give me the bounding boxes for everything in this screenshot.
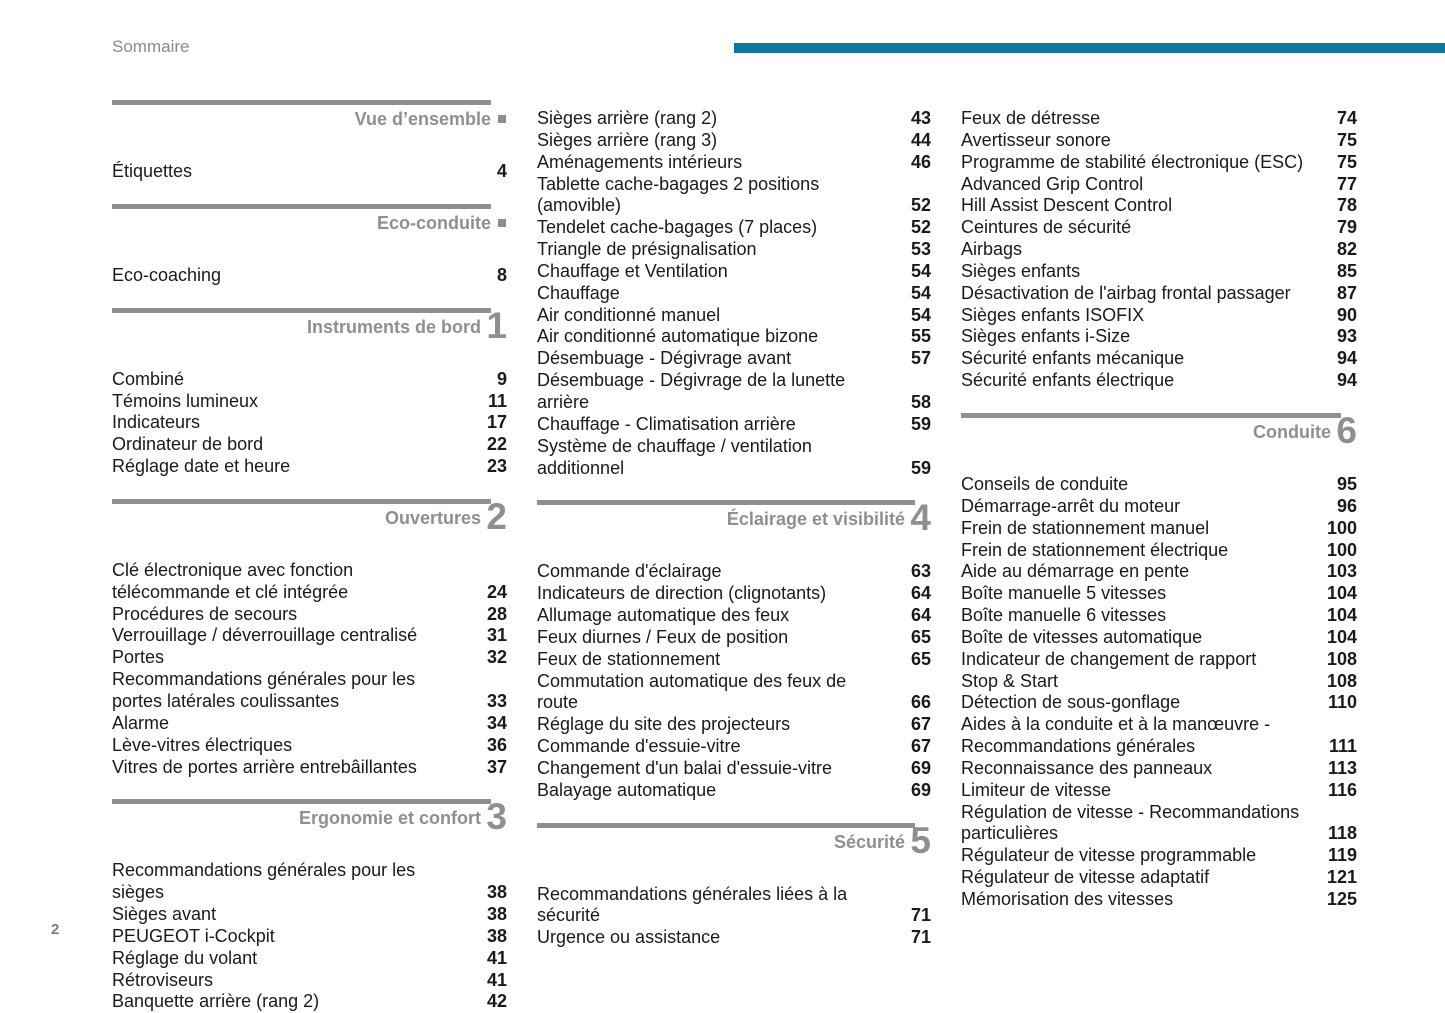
toc-entry[interactable]	[537, 174, 931, 218]
toc-entry[interactable]	[961, 518, 1357, 540]
toc-entry-page: 24	[486, 581, 507, 602]
toc-entry-page: 79	[1336, 217, 1357, 238]
toc-entry[interactable]	[112, 904, 507, 926]
toc-entry-title: Indicateurs de direction (clignotants)	[537, 583, 827, 604]
toc-entry[interactable]	[112, 860, 507, 904]
toc-entry-page: 78	[1336, 195, 1357, 216]
toc-entry-page: 96	[1336, 495, 1357, 516]
toc-entry[interactable]	[112, 412, 507, 434]
toc-entry-page: 77	[1336, 173, 1357, 194]
toc-entry-page: 9	[496, 368, 507, 389]
toc-entry-page: 65	[910, 648, 931, 669]
toc-entry-page: 4	[496, 161, 507, 181]
section-title[interactable]: Éclairage et visibilité	[726, 509, 905, 530]
toc-entry[interactable]	[537, 130, 931, 152]
toc-entry[interactable]	[537, 261, 931, 283]
toc-entry-title: Allumage automatique des feux	[537, 605, 790, 626]
toc-entry[interactable]	[112, 604, 507, 626]
toc-column-2	[537, 108, 931, 949]
toc-entry-page: 58	[910, 391, 931, 412]
toc-entry-title: Système de chauffage / ventilation additionnel	[537, 435, 812, 478]
toc-entry[interactable]	[112, 713, 507, 735]
toc-entry[interactable]	[112, 391, 507, 413]
toc-entry[interactable]	[961, 496, 1357, 518]
toc-entry[interactable]	[537, 780, 931, 802]
toc-entry[interactable]	[537, 927, 931, 949]
toc-entry-title: Régulateur de vitesse programmable	[961, 845, 1257, 866]
toc-entry-title: Vitres de portes arrière entrebâillantes	[112, 756, 417, 777]
toc-entry-title: Réglage date et heure	[112, 456, 291, 477]
toc-entry-page: 33	[486, 690, 507, 711]
toc-entry[interactable]	[112, 647, 507, 669]
toc-entry-title: Recommandations générales pour les portes latérales coulissantes	[112, 669, 416, 711]
toc-entry-title: Limiteur de vitesse	[961, 779, 1112, 800]
toc-entry-title: Désactivation de l'airbag frontal passager	[961, 282, 1291, 303]
toc-entry[interactable]	[112, 991, 507, 1013]
toc-entry[interactable]	[961, 845, 1357, 867]
toc-entry-title: Programme de stabilité électronique (ESC)	[961, 151, 1304, 172]
toc-column-3	[961, 108, 1357, 911]
toc-entry-page: 37	[486, 756, 507, 777]
toc-entry-list	[112, 560, 507, 778]
toc-entry-page: 55	[910, 326, 931, 347]
toc-entry-page: 69	[910, 757, 931, 778]
toc-entry-title: Clé électronique avec fonction télécommande et clé intégrée	[112, 559, 354, 602]
toc-entry-page: 59	[910, 413, 931, 434]
section-header	[537, 497, 931, 561]
toc-entry[interactable]	[112, 369, 507, 391]
toc-entry-page: 23	[486, 456, 507, 477]
toc-entry[interactable]	[112, 926, 507, 948]
toc-entry-title: Portes	[112, 647, 165, 668]
toc-entry[interactable]	[112, 456, 507, 478]
toc-entry-title: Conseils de conduite	[961, 473, 1129, 494]
toc-entry-title: Réglage du volant	[112, 947, 258, 968]
toc-entry-page: 38	[486, 882, 507, 903]
toc-entry-title: Désembuage - Dégivrage avant	[537, 348, 792, 369]
toc-entry[interactable]	[537, 370, 931, 414]
toc-entry[interactable]	[961, 671, 1357, 693]
toc-entry-title: Indicateur de changement de rapport	[961, 648, 1257, 669]
section-number: 5	[910, 819, 931, 861]
toc-entry-title: Verrouillage / déverrouillage centralisé	[112, 625, 418, 646]
toc-entry-list	[112, 860, 507, 1013]
header-accent-bar	[734, 43, 1445, 53]
toc-entry-page: 94	[1336, 348, 1357, 369]
section-number: 3	[486, 796, 507, 838]
toc-entry-page: 31	[486, 625, 507, 646]
toc-entry[interactable]	[961, 108, 1357, 130]
toc-entry[interactable]	[961, 561, 1357, 583]
toc-entry-list	[537, 884, 931, 950]
section-square-icon	[498, 219, 506, 227]
toc-entry-title: Démarrage-arrêt du moteur	[961, 495, 1181, 516]
page-number: 2	[51, 921, 60, 938]
toc-entry-page: 34	[486, 712, 507, 733]
toc-entry[interactable]	[961, 305, 1357, 327]
section-square-icon	[498, 115, 506, 123]
toc-entry-title: Recommandations générales pour les sièges	[112, 860, 416, 903]
toc-entry-title: Sièges enfants	[961, 260, 1081, 281]
toc-entry-page: 116	[1327, 779, 1357, 800]
toc-entry-title: Hill Assist Descent Control	[961, 195, 1173, 216]
toc-entry-page: 108	[1326, 648, 1357, 669]
toc-entry-page: 57	[910, 348, 931, 369]
toc-entry-page: 125	[1326, 889, 1357, 909]
section-title[interactable]: Sécurité	[833, 831, 905, 852]
toc-entry[interactable]	[112, 948, 507, 970]
toc-entry-page: 43	[910, 108, 931, 128]
toc-entry-title: Lève-vitres électriques	[112, 734, 293, 755]
toc-entry[interactable]	[537, 736, 931, 758]
toc-entry-list	[961, 474, 1357, 911]
section-number: 1	[486, 304, 507, 346]
toc-entry-title: Réglage du site des projecteurs	[537, 714, 791, 735]
toc-entry-title: Combiné	[112, 368, 185, 389]
toc-entry-title: Témoins lumineux	[112, 390, 259, 411]
toc-entry[interactable]	[961, 217, 1357, 239]
toc-entry-title: Avertisseur sonore	[961, 129, 1111, 150]
toc-entry[interactable]	[961, 802, 1357, 846]
toc-entry-page: 69	[910, 779, 931, 800]
toc-entry-page: 11	[487, 390, 507, 411]
toc-entry-title: Sièges arrière (rang 2)	[537, 108, 718, 128]
toc-entry[interactable]	[112, 265, 507, 287]
toc-entry[interactable]	[961, 261, 1357, 283]
section-title[interactable]: Ergonomie et confort	[298, 808, 481, 829]
toc-entry-page: 17	[486, 412, 507, 433]
toc-entry-page: 90	[1336, 304, 1357, 325]
toc-entry-title: Sécurité enfants mécanique	[961, 348, 1185, 369]
toc-entry[interactable]	[961, 348, 1357, 370]
toc-entry[interactable]	[537, 305, 931, 327]
toc-entry-title: Indicateurs	[112, 412, 201, 433]
section-header	[537, 819, 931, 884]
toc-entry-title: Changement d'un balai d'essuie-vitre	[537, 757, 833, 778]
section-number: 2	[486, 495, 507, 537]
toc-entry-page: 53	[910, 239, 931, 260]
toc-entry[interactable]	[537, 671, 931, 715]
page-title: Sommaire	[112, 37, 190, 56]
toc-entry[interactable]	[961, 627, 1357, 649]
toc-entry-page: 71	[910, 927, 931, 948]
toc-entry[interactable]	[961, 326, 1357, 348]
toc-entry-title: Régulateur de vitesse adaptatif	[961, 867, 1210, 888]
section-rule	[112, 499, 491, 504]
toc-entry-page: 54	[910, 282, 931, 303]
toc-entry[interactable]	[112, 669, 507, 713]
toc-entry-page: 36	[486, 734, 507, 755]
section-number: 4	[910, 497, 931, 539]
toc-entry-title: Commande d'éclairage	[537, 561, 722, 582]
toc-entry-list	[961, 108, 1357, 392]
toc-entry[interactable]	[537, 326, 931, 348]
toc-entry[interactable]	[537, 583, 931, 605]
toc-entry-page: 100	[1326, 539, 1357, 560]
toc-entry-title: Frein de stationnement manuel	[961, 517, 1210, 538]
toc-entry-page: 121	[1326, 867, 1357, 888]
toc-entry-page: 110	[1327, 692, 1357, 713]
toc-entry[interactable]	[112, 434, 507, 456]
toc-entry-title: Désembuage - Dégivrage de la lunette arrière	[537, 370, 846, 412]
toc-entry-page: 64	[910, 583, 931, 604]
toc-entry[interactable]	[537, 627, 931, 649]
toc-entry-page: 85	[1336, 260, 1357, 281]
toc-entry-title: Chauffage - Climatisation arrière	[537, 413, 796, 434]
toc-entry[interactable]	[961, 283, 1357, 305]
toc-entry-list	[112, 369, 507, 478]
toc-entry-page: 54	[910, 304, 931, 325]
toc-entry-page: 104	[1326, 583, 1357, 604]
toc-entry-title: Tendelet cache-bagages (7 places)	[537, 217, 818, 238]
section-header	[112, 304, 507, 369]
toc-entry-title: Mémorisation des vitesses	[961, 889, 1174, 909]
section-number: 6	[1336, 409, 1357, 451]
toc-entry-title: Feux diurnes / Feux de position	[537, 626, 789, 647]
toc-entry-page: 100	[1326, 517, 1357, 538]
toc-entry-page: 65	[910, 626, 931, 647]
toc-entry-title: Tablette cache-bagages 2 positions (amovible)	[537, 173, 820, 216]
toc-entry-title: Frein de stationnement électrique	[961, 539, 1229, 560]
toc-entry-title: Reconnaissance des panneaux	[961, 757, 1213, 778]
section-title[interactable]: Eco-conduite	[376, 212, 491, 233]
toc-entry-title: Commande d'essuie-vitre	[537, 736, 741, 757]
toc-entry-page: 52	[910, 217, 931, 238]
toc-entry[interactable]	[961, 692, 1357, 714]
toc-entry[interactable]	[961, 195, 1357, 217]
toc-entry-page: 52	[910, 195, 931, 216]
toc-entry[interactable]	[961, 370, 1357, 392]
toc-entry-page: 63	[910, 561, 931, 582]
toc-entry-title: Banquette arrière (rang 2)	[112, 991, 320, 1012]
toc-entry[interactable]	[961, 714, 1357, 758]
section-title[interactable]: Instruments de bord	[306, 316, 481, 337]
toc-entry[interactable]	[961, 758, 1357, 780]
toc-entry-title: Sièges arrière (rang 3)	[537, 129, 718, 150]
toc-entry[interactable]	[537, 758, 931, 780]
toc-entry-title: Airbags	[961, 239, 1023, 260]
toc-entry-title: Chauffage et Ventilation	[537, 260, 728, 281]
toc-entry[interactable]	[112, 757, 507, 779]
toc-entry[interactable]	[537, 605, 931, 627]
section-rule	[537, 823, 915, 828]
toc-entry-title: Ordinateur de bord	[112, 434, 264, 455]
toc-entry-page: 41	[486, 969, 507, 990]
toc-entry-list	[537, 108, 931, 479]
toc-entry-title: Stop & Start	[961, 670, 1059, 691]
toc-entry-page: 38	[486, 904, 507, 925]
toc-entry-title: Aides à la conduite et à la manœuvre - Recommandations générales	[961, 714, 1271, 757]
toc-entry-title: Sièges enfants ISOFIX	[961, 304, 1145, 325]
toc-entry[interactable]	[961, 583, 1357, 605]
toc-entry-title: Recommandations générales liées à la sécurité	[537, 883, 848, 926]
toc-entry-page: 118	[1327, 823, 1357, 844]
toc-entry[interactable]	[537, 283, 931, 305]
toc-entry-page: 94	[1336, 370, 1357, 391]
toc-entry-page: 108	[1326, 670, 1357, 691]
toc-entry[interactable]	[961, 130, 1357, 152]
toc-entry-page: 28	[486, 603, 507, 624]
toc-entry[interactable]	[537, 714, 931, 736]
toc-entry-title: Balayage automatique	[537, 779, 717, 800]
toc-entry-page: 46	[910, 151, 931, 172]
toc-entry-page: 119	[1327, 845, 1357, 866]
toc-entry-title: Triangle de présignalisation	[537, 239, 757, 260]
section-rule	[112, 100, 491, 105]
toc-entry[interactable]	[961, 649, 1357, 671]
toc-entry-page: 66	[910, 692, 931, 713]
toc-entry-list	[537, 561, 931, 801]
toc-entry-title: Sécurité enfants électrique	[961, 370, 1175, 391]
toc-entry-page: 41	[486, 947, 507, 968]
toc-entry-title: Boîte de vitesses automatique	[961, 626, 1203, 647]
toc-entry-page: 67	[910, 736, 931, 757]
toc-entry[interactable]	[961, 605, 1357, 627]
toc-entry[interactable]	[537, 152, 931, 174]
toc-entry-title: Advanced Grip Control	[961, 173, 1144, 194]
toc-entry[interactable]	[961, 889, 1357, 911]
toc-entry-page: 8	[496, 264, 507, 285]
toc-entry-title: Procédures de secours	[112, 603, 298, 624]
toc-entry-page: 64	[910, 605, 931, 626]
toc-entry-page: 75	[1336, 151, 1357, 172]
toc-entry-title: Alarme	[112, 712, 170, 733]
toc-entry-page: 32	[486, 647, 507, 668]
toc-entry-page: 93	[1336, 326, 1357, 347]
section-title[interactable]: Conduite	[1253, 421, 1331, 442]
toc-entry-page: 74	[1336, 108, 1357, 128]
toc-entry[interactable]	[961, 239, 1357, 261]
toc-entry-title: Air conditionné manuel	[537, 304, 721, 325]
toc-column-1	[112, 108, 507, 1013]
section-header	[112, 108, 507, 161]
section-header	[112, 495, 507, 560]
toc-entry[interactable]	[537, 561, 931, 583]
toc-entry-title: Aménagements intérieurs	[537, 151, 743, 172]
toc-entry[interactable]	[537, 217, 931, 239]
toc-entry[interactable]	[537, 649, 931, 671]
toc-entry[interactable]	[112, 735, 507, 757]
toc-entry[interactable]	[112, 970, 507, 992]
toc-entry[interactable]	[537, 884, 931, 928]
toc-entry[interactable]	[112, 560, 507, 604]
toc-entry-title: Eco-coaching	[112, 264, 222, 285]
toc-entry-page: 103	[1326, 561, 1357, 582]
toc-entry-title: Urgence ou assistance	[537, 927, 721, 948]
toc-entry-title: Boîte manuelle 6 vitesses	[961, 605, 1167, 626]
toc-entry-page: 44	[910, 129, 931, 150]
toc-entry-page: 42	[486, 991, 507, 1012]
toc-entry-title: Sièges avant	[112, 904, 217, 925]
section-rule	[537, 500, 915, 505]
toc-entry-page: 95	[1336, 473, 1357, 494]
toc-entry[interactable]	[537, 348, 931, 370]
toc-entry-page: 82	[1336, 239, 1357, 260]
toc-entry[interactable]	[961, 474, 1357, 496]
toc-entry-title: Chauffage	[537, 282, 620, 303]
toc-entry-page: 59	[910, 457, 931, 478]
toc-entry-page: 75	[1336, 129, 1357, 150]
toc-entry-title: Feux de détresse	[961, 108, 1101, 128]
section-header	[112, 212, 507, 265]
toc-entry-list	[112, 265, 507, 287]
section-rule	[112, 799, 491, 804]
toc-entry-page: 104	[1326, 605, 1357, 626]
toc-entry[interactable]	[112, 161, 507, 183]
toc-entry[interactable]	[537, 108, 931, 130]
toc-entry-page: 113	[1327, 757, 1357, 778]
toc-entry-title: Air conditionné automatique bizone	[537, 326, 819, 347]
toc-entry-title: Ceintures de sécurité	[961, 217, 1132, 238]
toc-entry-title: Détection de sous-gonflage	[961, 692, 1181, 713]
toc-entry-page: 111	[1328, 736, 1357, 757]
toc-entry[interactable]	[537, 414, 931, 436]
toc-entry-page: 71	[910, 905, 931, 926]
toc-entry-title: Étiquettes	[112, 161, 193, 181]
toc-entry[interactable]	[961, 780, 1357, 802]
toc-entry[interactable]	[961, 540, 1357, 562]
toc-entry-list	[112, 161, 507, 183]
toc-entry-title: Boîte manuelle 5 vitesses	[961, 583, 1167, 604]
toc-entry[interactable]	[112, 625, 507, 647]
toc-entry-title: Feux de stationnement	[537, 648, 721, 669]
toc-entry-page: 104	[1326, 626, 1357, 647]
toc-entry-title: Rétroviseurs	[112, 969, 214, 990]
toc-entry-title: Sièges enfants i-Size	[961, 326, 1131, 347]
toc-entry[interactable]	[961, 174, 1357, 196]
toc-entry-page: 54	[910, 260, 931, 281]
section-title[interactable]: Ouvertures	[384, 507, 481, 528]
toc-entry-title: Aide au démarrage en pente	[961, 561, 1190, 582]
toc-entry-page: 87	[1336, 282, 1357, 303]
toc-entry[interactable]	[961, 152, 1357, 174]
toc-entry-page: 38	[486, 925, 507, 946]
toc-entry-title: Régulation de vitesse - Recommandations particulières	[961, 801, 1300, 844]
section-header	[961, 409, 1357, 474]
toc-entry[interactable]	[961, 867, 1357, 889]
toc-entry[interactable]	[537, 436, 931, 480]
toc-entry[interactable]	[537, 239, 931, 261]
toc-entry-page: 67	[910, 714, 931, 735]
section-rule	[112, 308, 491, 313]
toc-entry-title: Commutation automatique des feux de route	[537, 670, 847, 713]
toc-entry-page: 22	[486, 434, 507, 455]
toc-entry-title: PEUGEOT i-Cockpit	[112, 925, 275, 946]
section-header	[112, 796, 507, 860]
section-rule	[961, 413, 1341, 418]
section-title[interactable]: Vue d’ensemble	[354, 109, 491, 129]
section-rule	[112, 204, 491, 209]
